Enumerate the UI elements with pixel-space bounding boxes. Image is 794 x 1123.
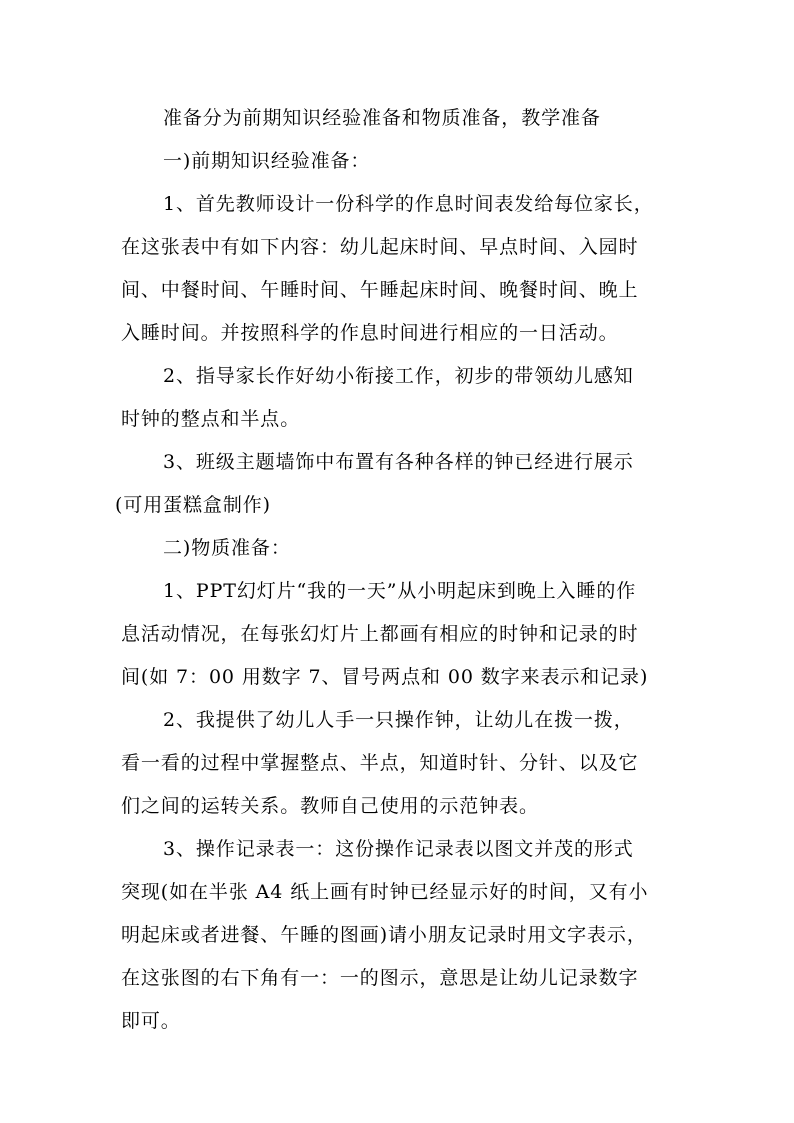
text-line-3: 1、首先教师设计一份科学的作息时间表发给每位家长， xyxy=(163,193,654,215)
text-line-5: 间、中餐时间、午睡时间、午睡起床时间、晚餐时间、晚上 xyxy=(121,279,639,301)
text-line-2: 一)前期知识经验准备： xyxy=(163,150,371,172)
text-line-9: 3、班级主题墙饰中布置有各种各样的钟已经进行展示 xyxy=(163,451,634,473)
text-line-8: 时钟的整点和半点。 xyxy=(121,408,301,430)
text-line-14: 间(如 7：00 用数字 7、冒号两点和 00 数字来表示和记录) xyxy=(121,666,649,688)
text-line-19: 突现(如在半张 A4 纸上画有时钟已经显示好的时间，又有小 xyxy=(121,881,649,903)
text-line-10: (可用蛋糕盒制作) xyxy=(115,494,271,516)
text-line-6: 入睡时间。并按照科学的作息时间进行相应的一日活动。 xyxy=(121,322,619,344)
text-line-16: 看一看的过程中掌握整点、半点，知道时针、分针、以及它 xyxy=(121,752,639,774)
text-line-4: 在这张表中有如下内容：幼儿起床时间、早点时间、入园时 xyxy=(121,236,639,258)
text-line-17: 们之间的运转关系。教师自己使用的示范钟表。 xyxy=(121,795,539,817)
text-line-1: 准备分为前期知识经验准备和物质准备，教学准备 xyxy=(163,107,601,129)
text-line-7: 2、指导家长作好幼小衔接工作，初步的带领幼儿感知 xyxy=(163,365,634,387)
text-line-13: 息活动情况，在每张幻灯片上都画有相应的时钟和记录的时 xyxy=(121,623,639,645)
text-line-18: 3、操作记录表一：这份操作记录表以图文并茂的形式 xyxy=(163,838,634,860)
text-line-11: 二)物质准备： xyxy=(163,537,291,559)
text-line-15: 2、我提供了幼儿人手一只操作钟，让幼儿在拨一拨， xyxy=(163,709,634,731)
text-line-12: 1、PPT幻灯片“我的一天”从小明起床到晚上入睡的作 xyxy=(163,580,637,602)
text-line-22: 即可。 xyxy=(121,1010,181,1032)
text-line-20: 明起床或者进餐、午睡的图画)请小朋友记录时用文字表示， xyxy=(121,924,647,946)
text-line-21: 在这张图的右下角有一：一的图示，意思是让幼儿记录数字 xyxy=(121,967,639,989)
